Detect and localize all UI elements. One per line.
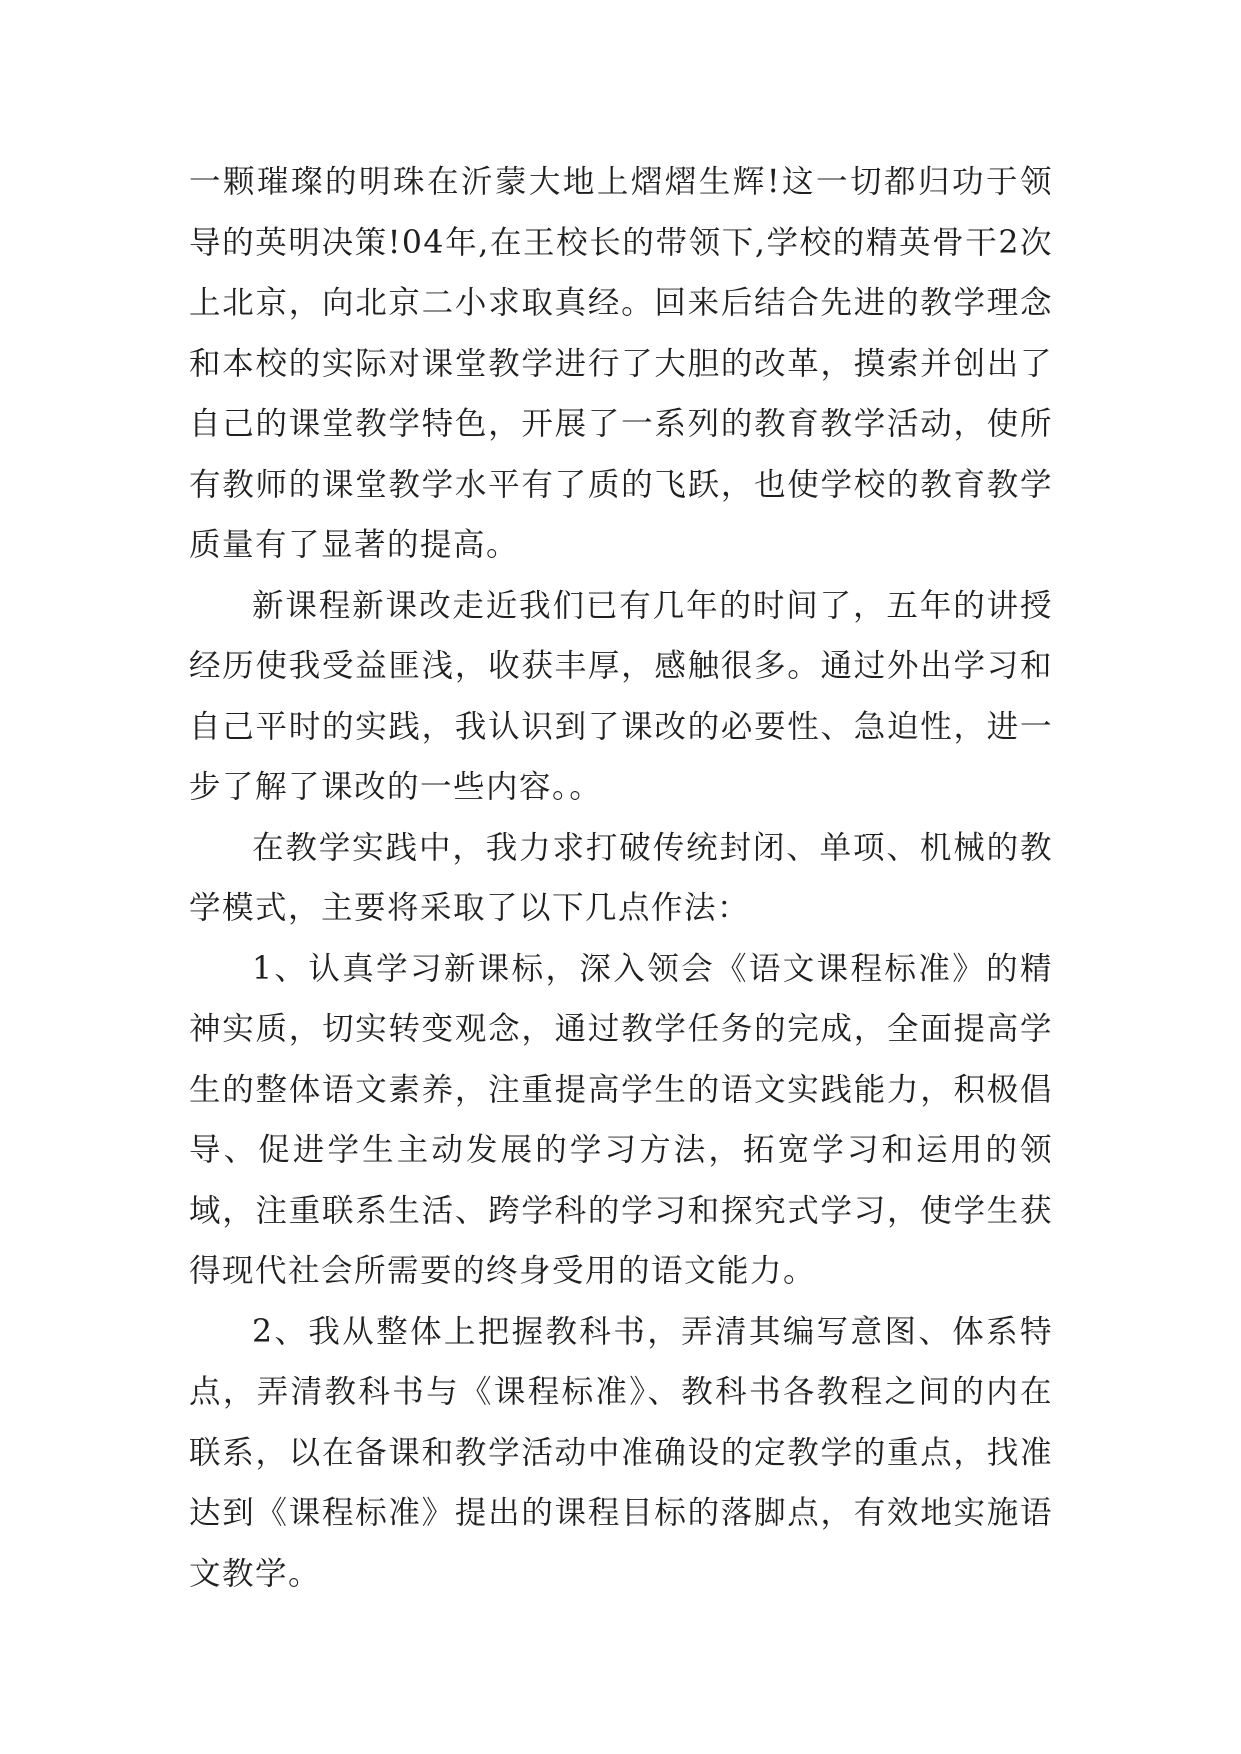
paragraph-4: 1、认真学习新课标，深入领会《语文课程标准》的精神实质，切实转变观念，通过教学任务的完成，全面提高学生的整体语文素养，注重提高学生的语文实践能力，积极倡导、促进学生主动发展的学习方法，拓宽学习和运用的领域，注重联系生活、跨学科的学习和探究式学习，使学生获得现代社会所需要的终身受用的语文能力。 — [189, 950, 1053, 1289]
document-body — [189, 152, 1053, 1604]
paragraph-5: 2、我从整体上把握教科书，弄清其编写意图、体系特点，弄清教科书与《课程标准》、教科书各教程之间的内在联系，以在备课和教学活动中准确设的定教学的重点，找准达到《课程标准》提出的课程目标的落脚点，有效地实施语文教学。 — [189, 1313, 1053, 1592]
paragraph-2: 新课程新课改走近我们已有几年的时间了，五年的讲授经历使我受益匪浅，收获丰厚，感触很多。通过外出学习和自己平时的实践，我认识到了课改的必要性、急迫性，进一步了解了课改的一些内容。。 — [189, 587, 1053, 805]
paragraph-3: 在教学实践中，我力求打破传统封闭、单项、机械的教学模式，主要将采取了以下几点作法： — [189, 829, 1053, 926]
paragraph-1: 一颗璀璨的明珠在沂蒙大地上熠熠生辉!这一切都归功于领导的英明决策!04年,在王校长的带领下,学校的精英骨干2次上北京，向北京二小求取真经。回来后结合先进的教学理念和本校的实际对课堂教学进行了大胆的改革，摸索并创出了自己的课堂教学特色，开展了一系列的教育教学活动，使所有教师的课堂教学水平有了质的飞跃，也使学校的教育教学质量有了显著的提高。 — [189, 164, 1053, 563]
